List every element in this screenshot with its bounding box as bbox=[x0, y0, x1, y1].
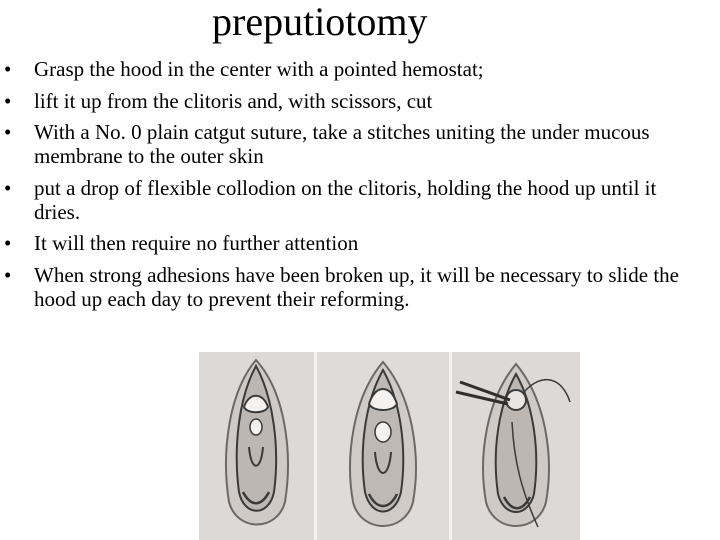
illustration-panel-3 bbox=[452, 352, 580, 540]
bullet-text: Grasp the hood in the center with a pointed hemostat; bbox=[34, 57, 484, 81]
bullet-text: put a drop of flexible collodion on the clitoris, holding the hood up until it dries. bbox=[34, 175, 657, 224]
bullet-text: lift it up from the clitoris and, with scissors, cut bbox=[34, 88, 433, 113]
bullet-item bbox=[0, 120, 700, 168]
bullet-text: It will then require no further attention bbox=[34, 231, 359, 256]
bullet-item bbox=[0, 57, 700, 81]
illustration-figure bbox=[199, 352, 580, 540]
bullet-list bbox=[0, 57, 700, 319]
slide-title: preputiotomy bbox=[212, 0, 428, 44]
bullet-text: With a No. 0 plain catgut suture, take a stitches uniting the under mucous membrane to the outer skin bbox=[34, 120, 650, 169]
bullet-dot-icon: • bbox=[4, 175, 12, 200]
bullet-dot-icon: • bbox=[4, 120, 12, 145]
bullet-dot-icon: • bbox=[4, 231, 12, 256]
bullet-text: When strong adhesions have been broken up, it will be necessary to slide the hood up each day to prevent their reforming. bbox=[34, 262, 679, 311]
bullet-item bbox=[0, 263, 700, 311]
bullet-item bbox=[0, 89, 700, 113]
bullet-item bbox=[0, 231, 700, 255]
bullet-dot-icon: • bbox=[4, 88, 12, 113]
illustration-panel-1 bbox=[199, 352, 314, 540]
bullet-dot-icon: • bbox=[4, 262, 12, 287]
bullet-item bbox=[0, 176, 700, 224]
bullet-dot-icon: • bbox=[4, 57, 12, 81]
illustration-panel-2 bbox=[317, 352, 449, 540]
